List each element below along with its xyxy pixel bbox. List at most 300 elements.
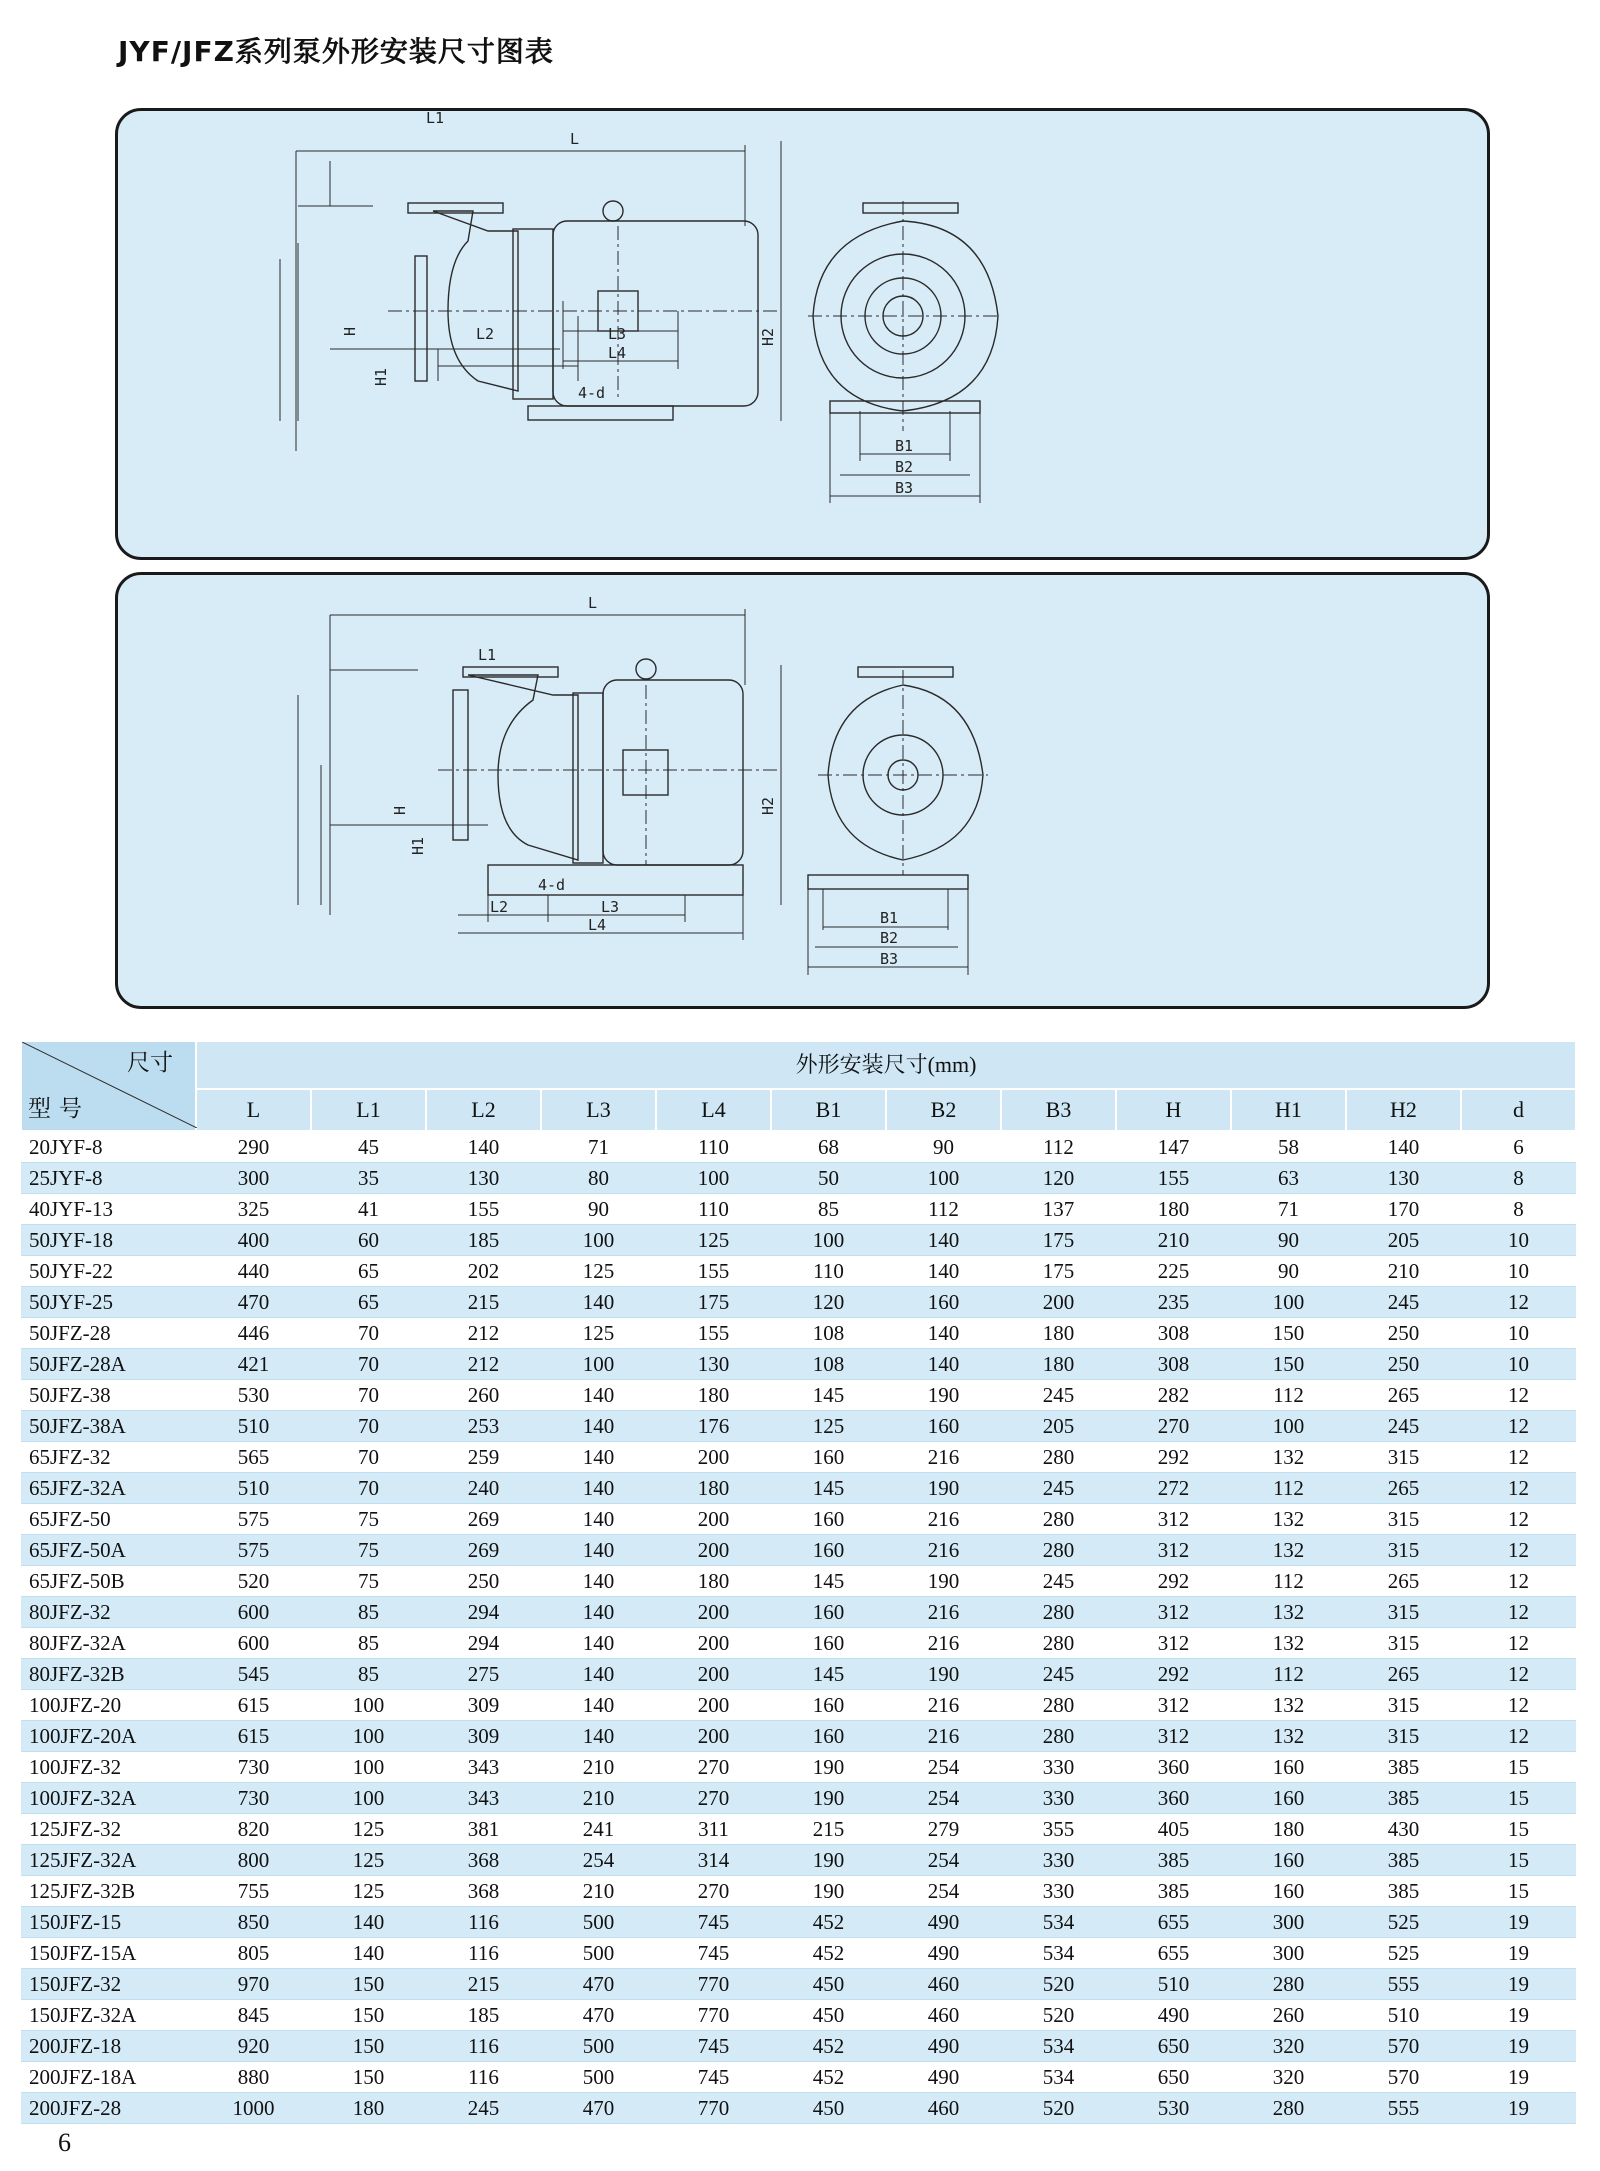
table-row (21, 1690, 1576, 1721)
value-cell: 381 (426, 1814, 541, 1845)
dim-H: H (341, 326, 359, 336)
value-cell: 6 (1461, 1131, 1576, 1163)
column-header-h2: H2 (1346, 1089, 1461, 1131)
value-cell: 309 (426, 1721, 541, 1752)
value-cell: 290 (196, 1131, 311, 1163)
value-cell: 140 (886, 1225, 1001, 1256)
model-cell: 125JFZ-32B (21, 1876, 196, 1907)
dim-H2: H2 (759, 796, 777, 815)
value-cell: 315 (1346, 1690, 1461, 1721)
value-cell: 90 (1231, 1225, 1346, 1256)
value-cell: 140 (541, 1597, 656, 1628)
value-cell: 145 (771, 1380, 886, 1411)
lifting-eye (603, 201, 623, 221)
page-title: JYF/JFZ系列泵外形安装尺寸图表 (118, 35, 554, 68)
value-cell: 120 (771, 1287, 886, 1318)
dim-H2: H2 (759, 327, 777, 346)
column-header-b3: B3 (1001, 1089, 1116, 1131)
value-cell: 430 (1346, 1814, 1461, 1845)
value-cell: 210 (1346, 1256, 1461, 1287)
model-cell: 150JFZ-32A (21, 2000, 196, 2031)
value-cell: 272 (1116, 1473, 1231, 1504)
value-cell: 140 (541, 1690, 656, 1721)
value-cell: 140 (311, 1907, 426, 1938)
model-cell: 65JFZ-50 (21, 1504, 196, 1535)
value-cell: 200 (656, 1442, 771, 1473)
value-cell: 19 (1461, 1907, 1576, 1938)
dim-H: H (391, 805, 409, 815)
value-cell: 385 (1116, 1876, 1231, 1907)
value-cell: 205 (1346, 1225, 1461, 1256)
dim-L2: L2 (476, 325, 495, 343)
value-cell: 520 (1001, 2093, 1116, 2124)
value-cell: 446 (196, 1318, 311, 1349)
value-cell: 190 (886, 1473, 1001, 1504)
value-cell: 125 (311, 1876, 426, 1907)
model-cell: 125JFZ-32 (21, 1814, 196, 1845)
value-cell: 145 (771, 1473, 886, 1504)
value-cell: 185 (426, 2000, 541, 2031)
inlet-flange (453, 690, 468, 840)
value-cell: 210 (541, 1752, 656, 1783)
value-cell: 15 (1461, 1783, 1576, 1814)
value-cell: 125 (541, 1318, 656, 1349)
value-cell: 12 (1461, 1659, 1576, 1690)
column-header-l1: L1 (311, 1089, 426, 1131)
value-cell: 368 (426, 1876, 541, 1907)
value-cell: 312 (1116, 1504, 1231, 1535)
value-cell: 421 (196, 1349, 311, 1380)
value-cell: 116 (426, 2031, 541, 2062)
value-cell: 565 (196, 1442, 311, 1473)
value-cell: 309 (426, 1690, 541, 1721)
model-cell: 150JFZ-15A (21, 1938, 196, 1969)
dim-B3: B3 (895, 479, 914, 497)
value-cell: 655 (1116, 1907, 1231, 1938)
value-cell: 190 (771, 1876, 886, 1907)
value-cell: 385 (1346, 1845, 1461, 1876)
value-cell: 15 (1461, 1814, 1576, 1845)
value-cell: 180 (656, 1566, 771, 1597)
value-cell: 140 (541, 1473, 656, 1504)
value-cell: 450 (771, 2000, 886, 2031)
value-cell: 368 (426, 1845, 541, 1876)
value-cell: 245 (1346, 1411, 1461, 1442)
value-cell: 210 (541, 1876, 656, 1907)
value-cell: 440 (196, 1256, 311, 1287)
value-cell: 315 (1346, 1721, 1461, 1752)
value-cell: 452 (771, 2062, 886, 2093)
model-cell: 65JFZ-32 (21, 1442, 196, 1473)
value-cell: 530 (196, 1380, 311, 1411)
value-cell: 132 (1231, 1721, 1346, 1752)
pump-drawing-jyf (118, 111, 1490, 560)
value-cell: 175 (656, 1287, 771, 1318)
value-cell: 155 (656, 1318, 771, 1349)
value-cell: 75 (311, 1535, 426, 1566)
page-number: 6 (58, 2128, 71, 2157)
value-cell: 315 (1346, 1535, 1461, 1566)
value-cell: 190 (771, 1845, 886, 1876)
value-cell: 470 (541, 2000, 656, 2031)
value-cell: 110 (656, 1194, 771, 1225)
motor-feet (528, 406, 673, 420)
dim-L4: L4 (608, 344, 627, 362)
table-row (21, 2000, 1576, 2031)
model-cell: 25JYF-8 (21, 1163, 196, 1194)
value-cell: 510 (196, 1473, 311, 1504)
value-cell: 241 (541, 1814, 656, 1845)
table-row (21, 1194, 1576, 1225)
value-cell: 254 (886, 1783, 1001, 1814)
value-cell: 294 (426, 1597, 541, 1628)
group-header: 外形安装尺寸(mm) (196, 1041, 1576, 1089)
model-cell: 200JFZ-28 (21, 2093, 196, 2124)
value-cell: 308 (1116, 1349, 1231, 1380)
value-cell: 19 (1461, 2031, 1576, 2062)
value-cell: 112 (1001, 1131, 1116, 1163)
model-cell: 50JYF-22 (21, 1256, 196, 1287)
value-cell: 15 (1461, 1845, 1576, 1876)
pump-bracket (513, 229, 553, 399)
table-row (21, 2031, 1576, 2062)
table-row (21, 2062, 1576, 2093)
table-row (21, 1721, 1576, 1752)
value-cell: 650 (1116, 2031, 1231, 2062)
value-cell: 235 (1116, 1287, 1231, 1318)
value-cell: 292 (1116, 1659, 1231, 1690)
value-cell: 12 (1461, 1442, 1576, 1473)
value-cell: 510 (1116, 1969, 1231, 2000)
value-cell: 269 (426, 1535, 541, 1566)
value-cell: 140 (311, 1938, 426, 1969)
value-cell: 330 (1001, 1876, 1116, 1907)
value-cell: 770 (656, 1969, 771, 2000)
value-cell: 216 (886, 1628, 1001, 1659)
value-cell: 490 (886, 1938, 1001, 1969)
value-cell: 75 (311, 1566, 426, 1597)
value-cell: 270 (656, 1783, 771, 1814)
model-cell: 50JFZ-28 (21, 1318, 196, 1349)
value-cell: 215 (426, 1287, 541, 1318)
value-cell: 216 (886, 1535, 1001, 1566)
value-cell: 100 (311, 1690, 426, 1721)
model-cell: 125JFZ-32A (21, 1845, 196, 1876)
value-cell: 450 (771, 1969, 886, 2000)
motor-body (603, 680, 743, 865)
model-cell: 100JFZ-20A (21, 1721, 196, 1752)
value-cell: 125 (541, 1256, 656, 1287)
value-cell: 180 (1001, 1349, 1116, 1380)
value-cell: 63 (1231, 1163, 1346, 1194)
value-cell: 880 (196, 2062, 311, 2093)
value-cell: 175 (1001, 1225, 1116, 1256)
value-cell: 300 (196, 1163, 311, 1194)
value-cell: 147 (1116, 1131, 1231, 1163)
drawing-panel-jyf (115, 108, 1490, 560)
value-cell: 160 (771, 1690, 886, 1721)
value-cell: 85 (311, 1659, 426, 1690)
value-cell: 140 (886, 1349, 1001, 1380)
value-cell: 180 (1231, 1814, 1346, 1845)
value-cell: 200 (656, 1504, 771, 1535)
value-cell: 71 (1231, 1194, 1346, 1225)
value-cell: 35 (311, 1163, 426, 1194)
value-cell: 650 (1116, 2062, 1231, 2093)
table-row (21, 1597, 1576, 1628)
value-cell: 155 (656, 1256, 771, 1287)
value-cell: 270 (1116, 1411, 1231, 1442)
value-cell: 116 (426, 1907, 541, 1938)
value-cell: 12 (1461, 1411, 1576, 1442)
column-header-row (21, 1089, 1576, 1131)
value-cell: 216 (886, 1442, 1001, 1473)
column-header-h1: H1 (1231, 1089, 1346, 1131)
value-cell: 315 (1346, 1504, 1461, 1535)
table-row (21, 1318, 1576, 1349)
value-cell: 294 (426, 1628, 541, 1659)
value-cell: 130 (1346, 1163, 1461, 1194)
value-cell: 160 (1231, 1752, 1346, 1783)
value-cell: 12 (1461, 1628, 1576, 1659)
value-cell: 215 (771, 1814, 886, 1845)
value-cell: 260 (1231, 2000, 1346, 2031)
value-cell: 100 (656, 1163, 771, 1194)
value-cell: 510 (1346, 2000, 1461, 2031)
value-cell: 160 (1231, 1783, 1346, 1814)
value-cell: 216 (886, 1504, 1001, 1535)
value-cell: 15 (1461, 1752, 1576, 1783)
table-row (21, 1256, 1576, 1287)
value-cell: 200 (656, 1690, 771, 1721)
value-cell: 100 (1231, 1411, 1346, 1442)
value-cell: 312 (1116, 1721, 1231, 1752)
value-cell: 820 (196, 1814, 311, 1845)
model-cell: 150JFZ-15 (21, 1907, 196, 1938)
value-cell: 745 (656, 1938, 771, 1969)
table-row (21, 1380, 1576, 1411)
front-outlet-flange (863, 203, 958, 213)
pump-drawing-jfz (118, 575, 1490, 1009)
pump-casing (433, 211, 518, 391)
dim-L3: L3 (601, 898, 620, 916)
value-cell: 800 (196, 1845, 311, 1876)
value-cell: 190 (771, 1783, 886, 1814)
value-cell: 140 (541, 1566, 656, 1597)
value-cell: 845 (196, 2000, 311, 2031)
value-cell: 525 (1346, 1907, 1461, 1938)
table-row (21, 1876, 1576, 1907)
value-cell: 19 (1461, 2062, 1576, 2093)
value-cell: 200 (656, 1597, 771, 1628)
value-cell: 245 (1346, 1287, 1461, 1318)
value-cell: 920 (196, 2031, 311, 2062)
value-cell: 300 (1231, 1907, 1346, 1938)
value-cell: 253 (426, 1411, 541, 1442)
value-cell: 600 (196, 1597, 311, 1628)
value-cell: 125 (771, 1411, 886, 1442)
value-cell: 280 (1231, 2093, 1346, 2124)
value-cell: 730 (196, 1783, 311, 1814)
value-cell: 140 (541, 1659, 656, 1690)
value-cell: 308 (1116, 1318, 1231, 1349)
value-cell: 85 (311, 1628, 426, 1659)
value-cell: 205 (1001, 1411, 1116, 1442)
value-cell: 140 (541, 1535, 656, 1566)
dim-L2: L2 (490, 898, 509, 916)
value-cell: 19 (1461, 2000, 1576, 2031)
value-cell: 45 (311, 1131, 426, 1163)
value-cell: 160 (771, 1442, 886, 1473)
value-cell: 160 (771, 1535, 886, 1566)
value-cell: 280 (1001, 1442, 1116, 1473)
value-cell: 180 (311, 2093, 426, 2124)
value-cell: 525 (1346, 1938, 1461, 1969)
value-cell: 70 (311, 1349, 426, 1380)
pump-casing (468, 675, 578, 860)
value-cell: 180 (656, 1380, 771, 1411)
value-cell: 292 (1116, 1442, 1231, 1473)
value-cell: 160 (771, 1504, 886, 1535)
model-cell: 80JFZ-32B (21, 1659, 196, 1690)
value-cell: 240 (426, 1473, 541, 1504)
model-cell: 100JFZ-20 (21, 1690, 196, 1721)
value-cell: 343 (426, 1752, 541, 1783)
value-cell: 575 (196, 1504, 311, 1535)
value-cell: 254 (886, 1752, 1001, 1783)
value-cell: 65 (311, 1287, 426, 1318)
value-cell: 180 (1116, 1194, 1231, 1225)
table-row (21, 1131, 1576, 1163)
table-row (21, 1783, 1576, 1814)
value-cell: 745 (656, 1907, 771, 1938)
value-cell: 85 (771, 1194, 886, 1225)
table-corner-header (21, 1041, 196, 1131)
value-cell: 770 (656, 2093, 771, 2124)
model-cell: 100JFZ-32A (21, 1783, 196, 1814)
dimensions-table (20, 1040, 1577, 2124)
value-cell: 269 (426, 1504, 541, 1535)
value-cell: 312 (1116, 1628, 1231, 1659)
column-header-l3: L3 (541, 1089, 656, 1131)
value-cell: 75 (311, 1504, 426, 1535)
value-cell: 202 (426, 1256, 541, 1287)
dim-L1: L1 (478, 646, 497, 664)
table-row (21, 1938, 1576, 1969)
value-cell: 12 (1461, 1473, 1576, 1504)
value-cell: 490 (886, 1907, 1001, 1938)
value-cell: 145 (771, 1659, 886, 1690)
value-cell: 570 (1346, 2031, 1461, 2062)
value-cell: 745 (656, 2031, 771, 2062)
value-cell: 140 (541, 1380, 656, 1411)
column-header-b1: B1 (771, 1089, 886, 1131)
value-cell: 270 (656, 1752, 771, 1783)
value-cell: 100 (311, 1752, 426, 1783)
table-row (21, 1845, 1576, 1876)
value-cell: 265 (1346, 1566, 1461, 1597)
bolt-label: 4-d (538, 876, 566, 894)
value-cell: 10 (1461, 1349, 1576, 1380)
table-row (21, 1535, 1576, 1566)
value-cell: 254 (541, 1845, 656, 1876)
table-row (21, 1473, 1576, 1504)
value-cell: 130 (656, 1349, 771, 1380)
value-cell: 320 (1231, 2062, 1346, 2093)
value-cell: 314 (656, 1845, 771, 1876)
model-cell: 65JFZ-32A (21, 1473, 196, 1504)
value-cell: 530 (1116, 2093, 1231, 2124)
value-cell: 12 (1461, 1380, 1576, 1411)
value-cell: 452 (771, 1938, 886, 1969)
value-cell: 12 (1461, 1597, 1576, 1628)
value-cell: 90 (541, 1194, 656, 1225)
value-cell: 70 (311, 1442, 426, 1473)
value-cell: 615 (196, 1721, 311, 1752)
value-cell: 330 (1001, 1783, 1116, 1814)
value-cell: 300 (1231, 1938, 1346, 1969)
value-cell: 12 (1461, 1690, 1576, 1721)
value-cell: 100 (1231, 1287, 1346, 1318)
value-cell: 850 (196, 1907, 311, 1938)
value-cell: 70 (311, 1380, 426, 1411)
dim-L3: L3 (608, 325, 627, 343)
value-cell: 80 (541, 1163, 656, 1194)
value-cell: 330 (1001, 1845, 1116, 1876)
value-cell: 150 (311, 1969, 426, 2000)
value-cell: 137 (1001, 1194, 1116, 1225)
dim-B2: B2 (895, 458, 914, 476)
value-cell: 125 (311, 1845, 426, 1876)
value-cell: 150 (311, 2000, 426, 2031)
corner-dimension-label: 尺寸 (127, 1050, 173, 1075)
value-cell: 90 (886, 1131, 1001, 1163)
value-cell: 160 (771, 1721, 886, 1752)
value-cell: 10 (1461, 1225, 1576, 1256)
model-cell: 80JFZ-32 (21, 1597, 196, 1628)
value-cell: 140 (541, 1287, 656, 1318)
value-cell: 132 (1231, 1535, 1346, 1566)
value-cell: 470 (196, 1287, 311, 1318)
value-cell: 452 (771, 2031, 886, 2062)
value-cell: 245 (1001, 1566, 1116, 1597)
value-cell: 176 (656, 1411, 771, 1442)
value-cell: 250 (426, 1566, 541, 1597)
value-cell: 100 (311, 1721, 426, 1752)
value-cell: 150 (1231, 1349, 1346, 1380)
value-cell: 200 (1001, 1287, 1116, 1318)
dim-H1: H1 (409, 836, 427, 855)
model-cell: 50JFZ-28A (21, 1349, 196, 1380)
value-cell: 215 (426, 1969, 541, 2000)
value-cell: 500 (541, 2031, 656, 2062)
value-cell: 385 (1346, 1876, 1461, 1907)
value-cell: 140 (541, 1442, 656, 1473)
value-cell: 216 (886, 1597, 1001, 1628)
dim-L4: L4 (588, 916, 607, 934)
front-outlet-flange (858, 667, 953, 677)
value-cell: 70 (311, 1473, 426, 1504)
value-cell: 15 (1461, 1876, 1576, 1907)
table-row (21, 1566, 1576, 1597)
value-cell: 245 (1001, 1473, 1116, 1504)
value-cell: 315 (1346, 1442, 1461, 1473)
value-cell: 510 (196, 1411, 311, 1442)
value-cell: 312 (1116, 1690, 1231, 1721)
value-cell: 140 (886, 1256, 1001, 1287)
value-cell: 655 (1116, 1938, 1231, 1969)
value-cell: 460 (886, 2093, 1001, 2124)
